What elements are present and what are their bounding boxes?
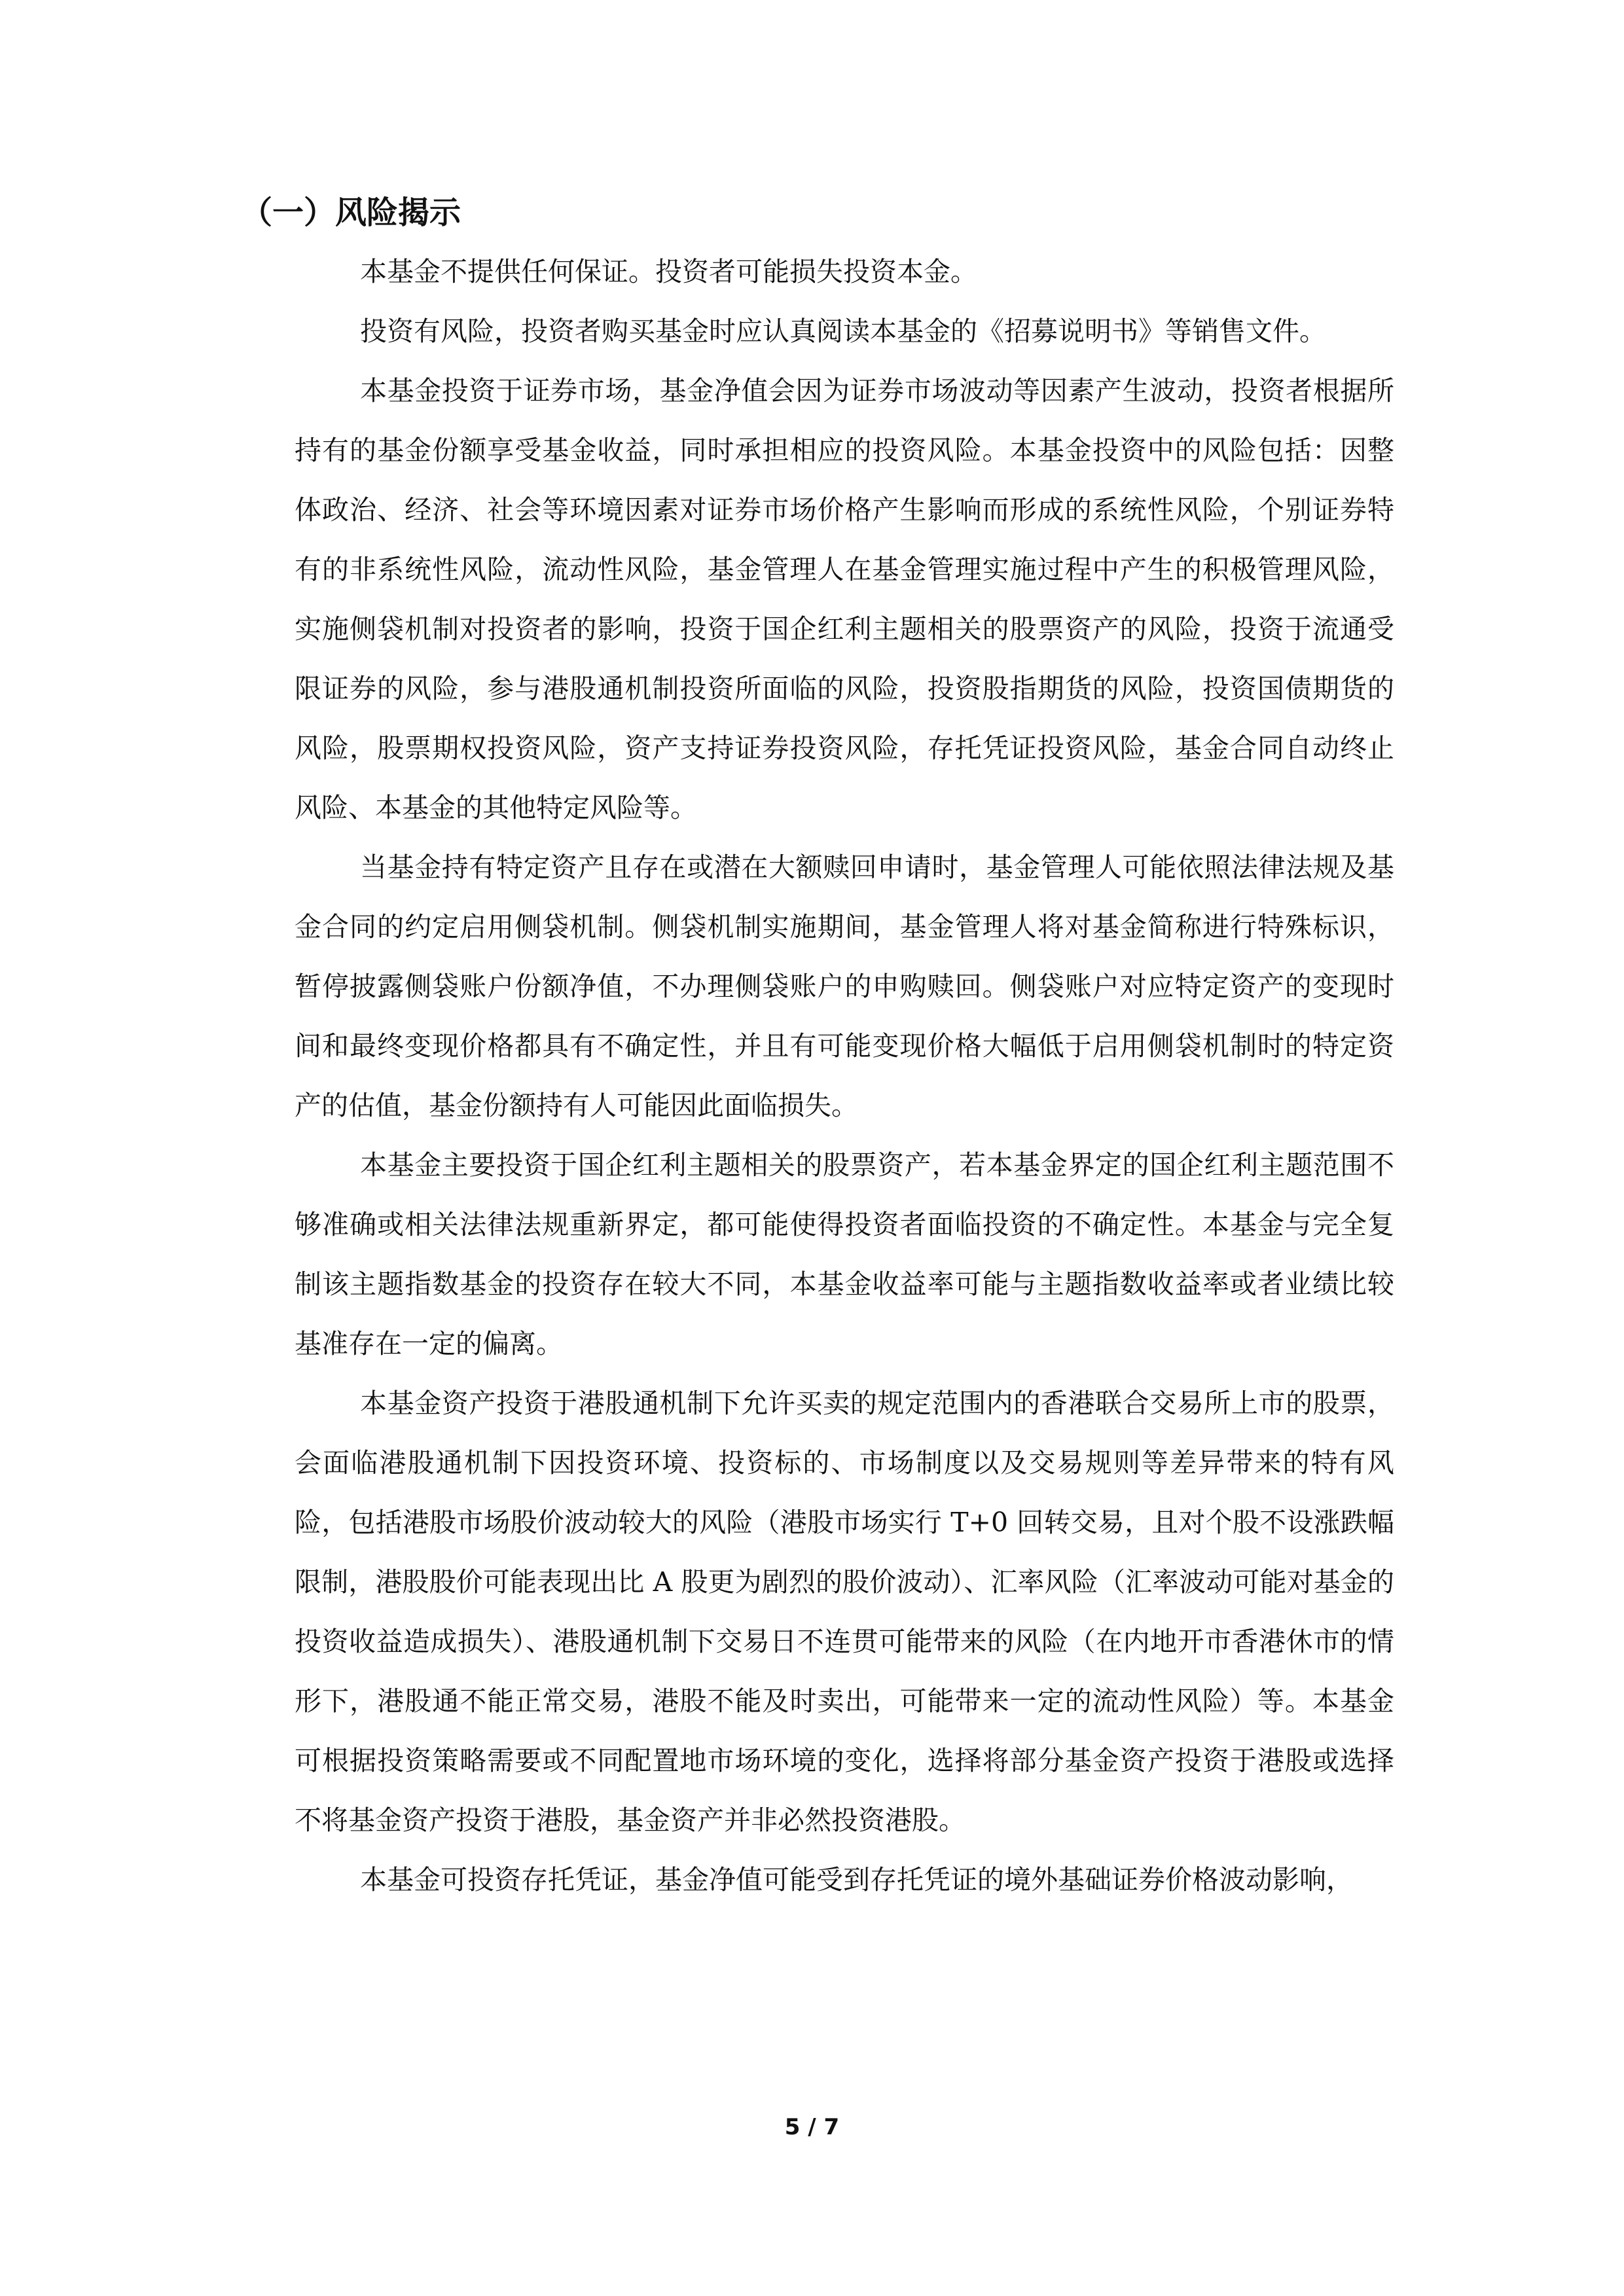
paragraph-depositary-receipts: 本基金可投资存托凭证，基金净值可能受到存托凭证的境外基础证券价格波动影响， bbox=[360, 1864, 1353, 1895]
page-number: 5 / 7 bbox=[784, 2114, 840, 2140]
paragraph-theme-risk: 本基金主要投资于国企红利主题相关的股票资产，若本基金界定的国企红利主题范围不够准确或相关法律法规重新界定，都可能使得投资者面临投资的不确定性。本基金与完全复制该主题指数基金的投资存在较大不同，本基金收益率可能与主题指数收益率或者业绩比较基准存在一定的偏离。 bbox=[295, 1149, 1394, 1359]
body-text bbox=[295, 242, 1394, 1910]
paragraph-hk-connect: 本基金资产投资于港股通机制下允许买卖的规定范围内的香港联合交易所上市的股票，会面临港股通机制下因投资环境、投资标的、市场制度以及交易规则等差异带来的特有风险，包括港股市场股价波动较大的风险（港股市场实行 T+0 回转交易，且对个股不设涨跌幅限制，港股股价可能表现出比 A 股更为剧烈的股价波动）、汇率风险（汇率波动可能对基金的投资收益造成损失）、港股通机制下交易日不连贯可能带来的风险（在内地开市香港休市的情形下，港股通不能正常交易，港股不能及时卖出，可能带来一定的流动性风险）等。本基金可根据投资策略需要或不同配置地市场环境的变化，选择将部分基金资产投资于港股或选择不将基金资产投资于港股，基金资产并非必然投资港股。 bbox=[295, 1388, 1394, 1836]
paragraph-investment-risk: 投资有风险，投资者购买基金时应认真阅读本基金的《招募说明书》等销售文件。 bbox=[360, 315, 1326, 347]
paragraph-side-pocket: 当基金持有特定资产且存在或潜在大额赎回申请时，基金管理人可能依照法律法规及基金合同的约定启用侧袋机制。侧袋机制实施期间，基金管理人将对基金简称进行特殊标识，暂停披露侧袋账户份额净值，不办理侧袋账户的申购赎回。侧袋账户对应特定资产的变现时间和最终变现价格都具有不确定性，并且有可能变现价格大幅低于启用侧袋机制时的特定资产的估值，基金份额持有人可能因此面临损失。 bbox=[295, 852, 1394, 1121]
section-heading: （一）风险揭示 bbox=[241, 194, 461, 231]
paragraph-no-guarantee: 本基金不提供任何保证。投资者可能损失投资本金。 bbox=[360, 256, 977, 287]
paragraph-risk-types: 本基金投资于证券市场，基金净值会因为证券市场波动等因素产生波动，投资者根据所持有的基金份额享受基金收益，同时承担相应的投资风险。本基金投资中的风险包括：因整体政治、经济、社会等环境因素对证券市场价格产生影响而形成的系统性风险，个别证券特有的非系统性风险，流动性风险，基金管理人在基金管理实施过程中产生的积极管理风险，实施侧袋机制对投资者的影响，投资于国企红利主题相关的股票资产的风险，投资于流通受限证券的风险，参与港股通机制投资所面临的风险，投资股指期货的风险，投资国债期货的风险，股票期权投资风险，资产支持证券投资风险，存托凭证投资风险，基金合同自动终止风险、本基金的其他特定风险等。 bbox=[295, 375, 1394, 823]
